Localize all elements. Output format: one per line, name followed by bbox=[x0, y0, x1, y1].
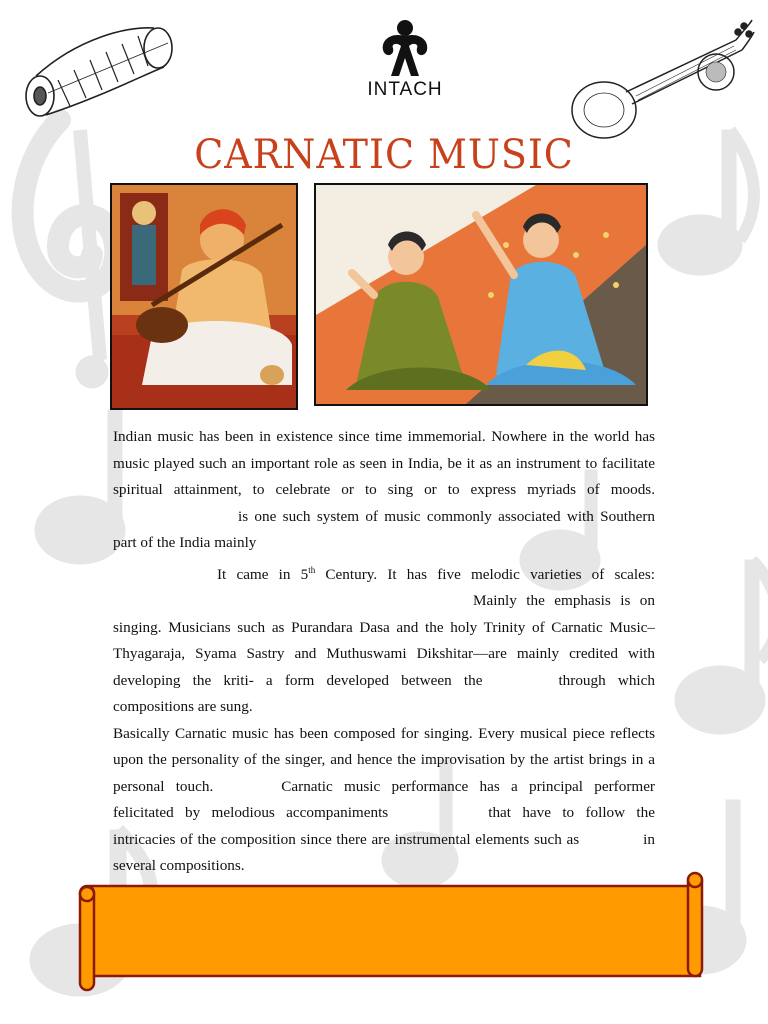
logo-text: INTACH bbox=[367, 79, 443, 100]
p2d-text: through which compositions are sung. bbox=[113, 671, 655, 716]
human-figure-icon bbox=[377, 18, 433, 78]
saint-singer-image bbox=[110, 183, 298, 410]
p1-text: Indian music has been in existence since time immemorial. Nowhere in the world has music played such an important role as seen in India, be it as an instrument to facilitate spiritual attainment, to celebrate or to sing or to express myriads of moods. bbox=[113, 428, 655, 498]
p2a-text: It came in 5 bbox=[217, 565, 309, 583]
p2b-text: Century. It has five melodic varieties of scales: bbox=[315, 565, 655, 583]
p1b-text: is one such system of music commonly associated with Southern part of the India mainly bbox=[113, 507, 655, 551]
two-singers-image bbox=[314, 183, 648, 406]
p3b-text: Carnatic music performance has a principal performer felicitated by melodious accompaniments bbox=[113, 777, 655, 822]
article-body bbox=[113, 424, 655, 880]
intach-logo bbox=[355, 18, 455, 101]
paragraph-1 bbox=[113, 424, 655, 557]
paragraph-2 bbox=[113, 557, 655, 721]
paragraph-3 bbox=[113, 721, 655, 880]
page-title: CARNATIC MUSIC bbox=[194, 132, 574, 178]
scroll-banner bbox=[76, 868, 706, 994]
p2-superscript: th bbox=[308, 564, 316, 575]
p3a-text: Basically Carnatic music has been composed for singing. Every musical piece reflects upon the personality of the singer, and hence the improvisation by the artist brings in a personal touch. bbox=[113, 724, 655, 795]
p3d-text: in several compositions. bbox=[113, 830, 655, 875]
veena-icon bbox=[566, 12, 756, 142]
p3c-text: that have to follow the intricacies of the composition since there are instrumental elements such as bbox=[113, 804, 655, 848]
mridangam-drum-icon bbox=[18, 18, 178, 118]
p2c-text: Mainly the emphasis is on singing. Musicians such as Purandara Dasa and the holy Trinity of Carnatic Music– Thyagaraja, Syama Sastry and Muthuswami Dikshitar—are mainly credited with developing the kriti- a form developed between the bbox=[113, 592, 655, 689]
